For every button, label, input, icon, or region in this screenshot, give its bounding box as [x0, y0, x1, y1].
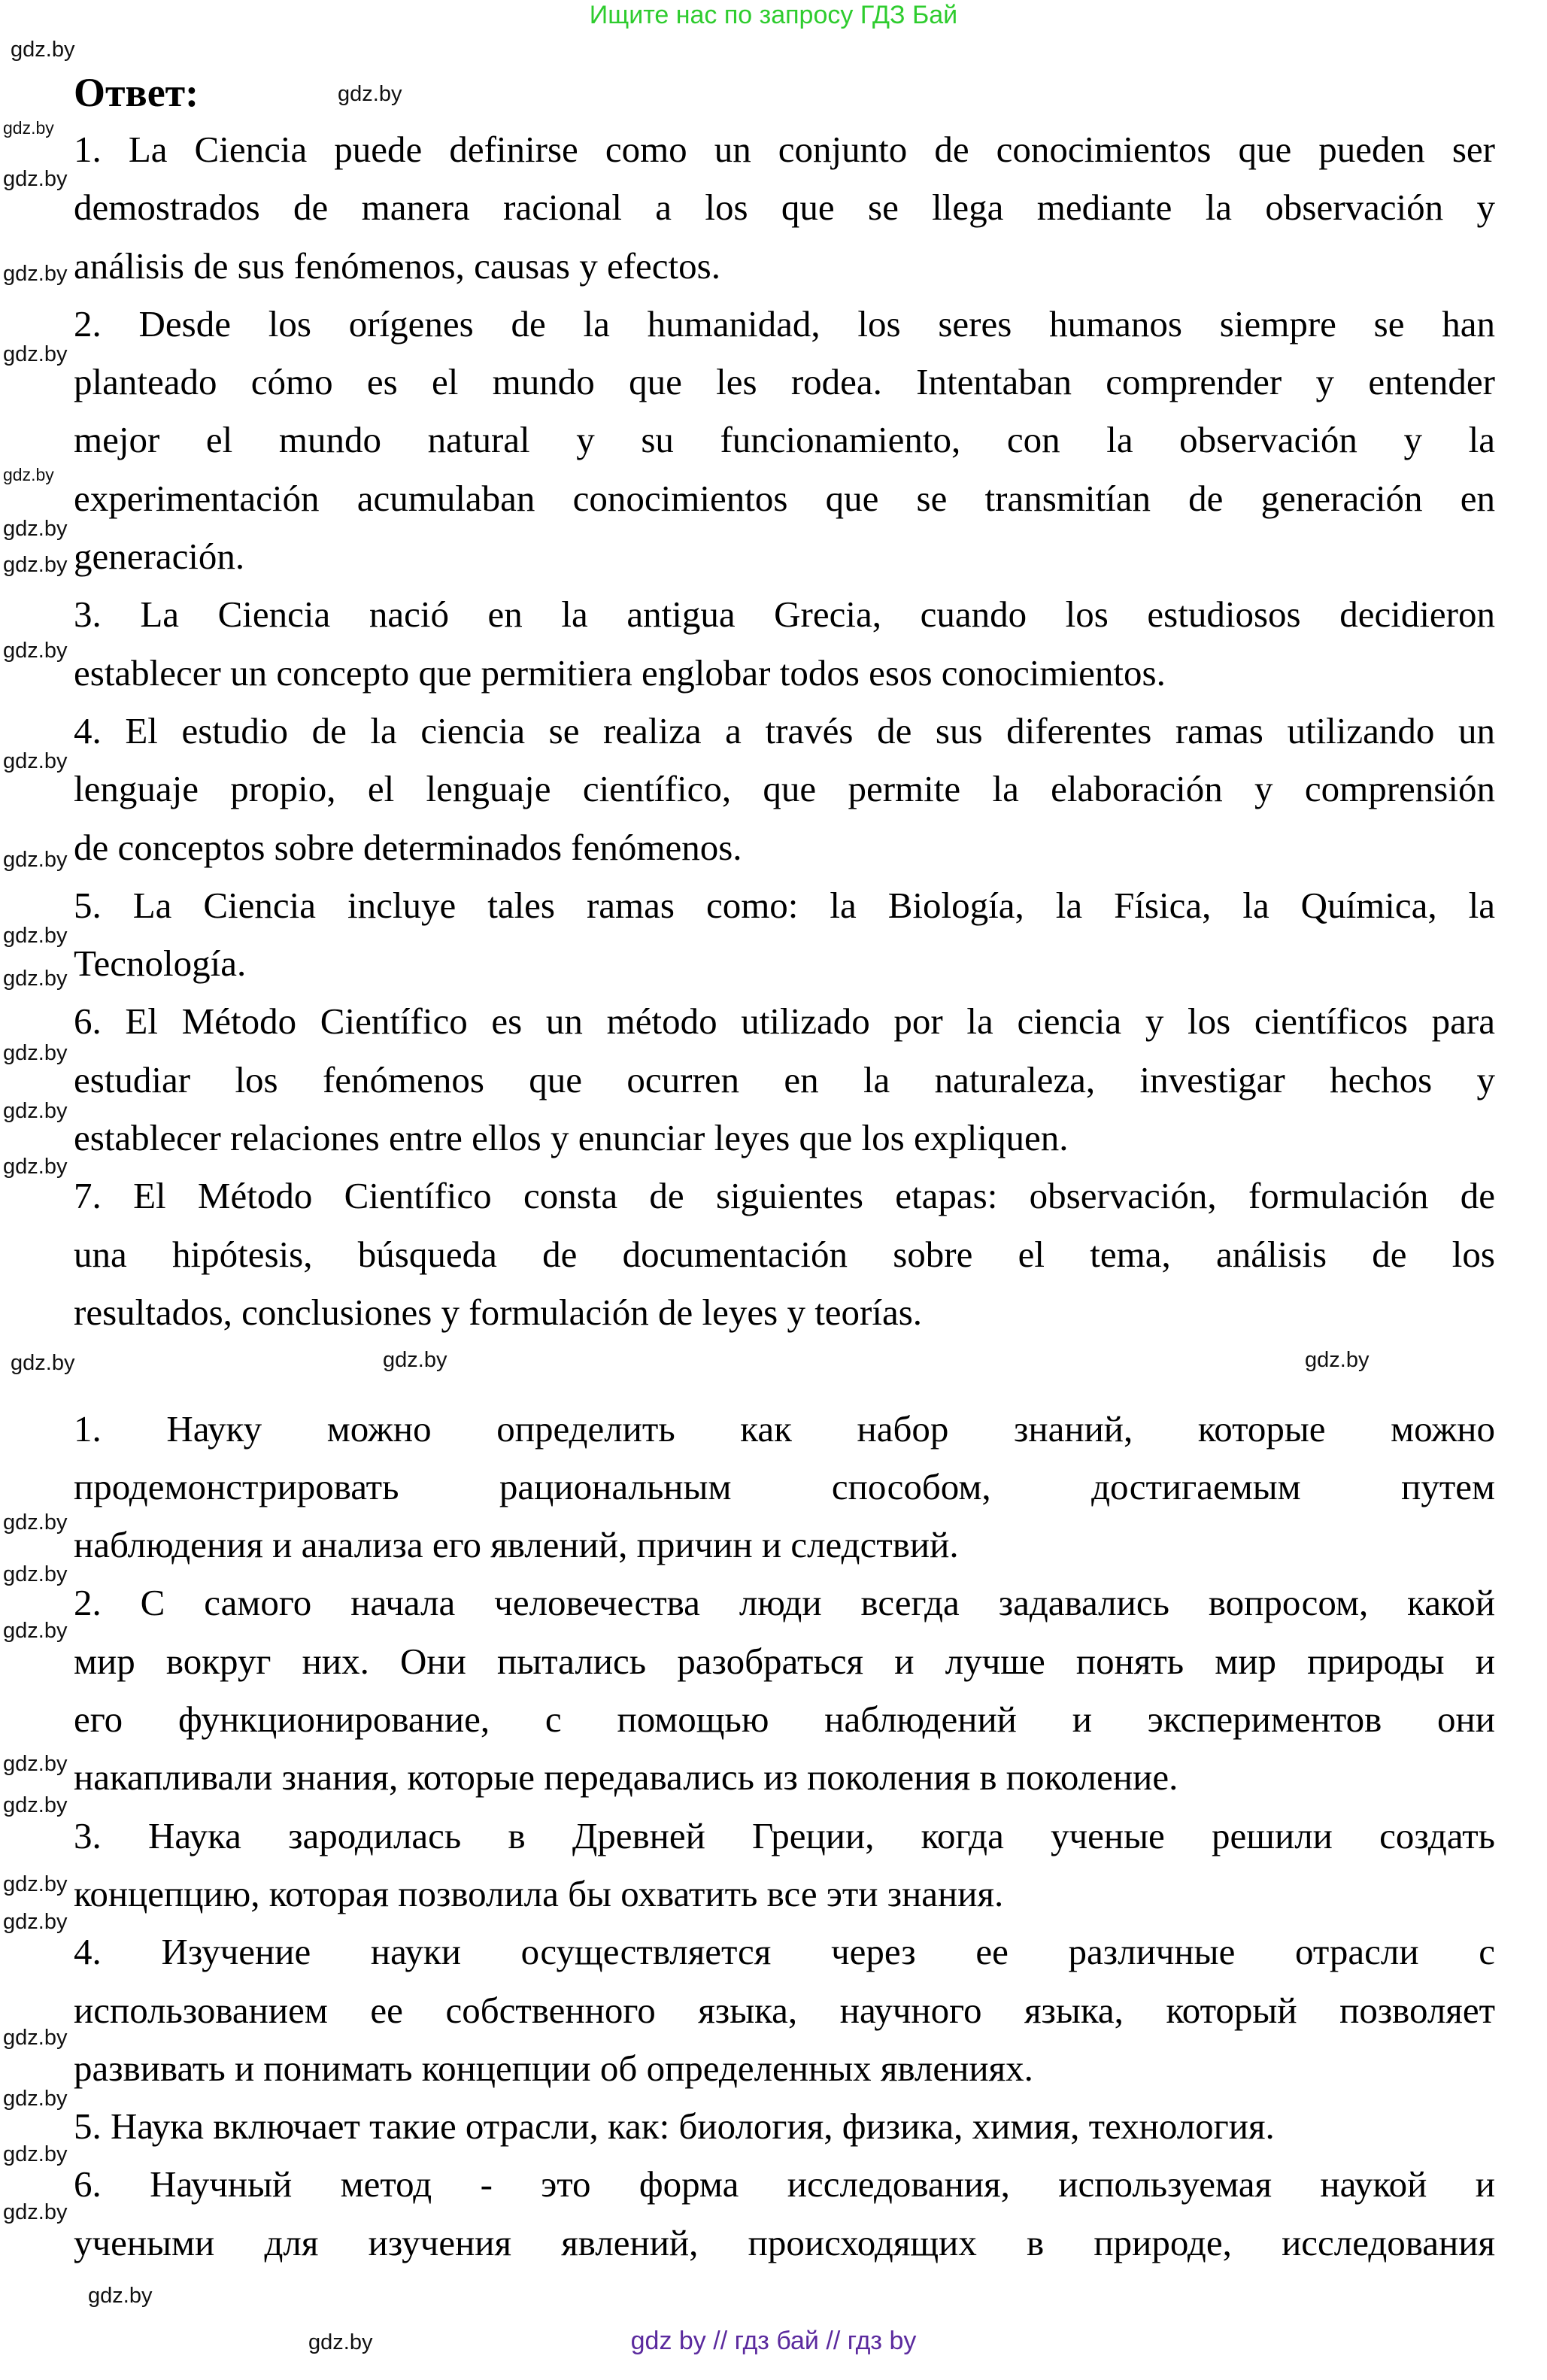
text-line: 7. El Método Científico consta de siguientes etapas: observación, formulación de: [74, 1175, 1495, 1217]
answer-content: [74, 120, 1495, 2272]
answer-paragraph: [74, 1400, 1495, 1574]
answer-paragraph: [74, 992, 1495, 1167]
text-line: demostrados de manera racional a los que se llega mediante la observación y: [74, 187, 1495, 229]
watermark: gdz.by: [3, 924, 68, 948]
watermark: gdz.by: [3, 749, 68, 773]
watermark: gdz.by: [88, 2284, 153, 2308]
text-line: 3. Наука зародилась в Древней Греции, когда ученые решили создать: [74, 1814, 1495, 1856]
text-line: resultados, conclusiones y formulación de leyes y teorías.: [74, 1291, 923, 1333]
answer-paragraph: [74, 2155, 1495, 2272]
answer-paragraph: [74, 1574, 1495, 1806]
text-line: учеными для изучения явлений, происходящих в природе, исследования: [74, 2221, 1495, 2263]
watermark: gdz.by: [11, 1351, 75, 1375]
answer-paragraph: [74, 295, 1495, 585]
watermark: gdz.by: [3, 167, 68, 191]
text-line: продемонстрировать рациональным способом, достигаемым путем: [74, 1465, 1495, 1507]
text-line: концепцию, которая позволила бы охватить все эти знания.: [74, 1872, 1004, 1914]
watermark: gdz.by: [3, 1619, 68, 1643]
watermark: gdz.by: [11, 38, 75, 62]
watermark: gdz.by: [1305, 1348, 1370, 1372]
watermark: gdz.by: [3, 118, 54, 138]
watermark: gdz.by: [308, 2330, 373, 2354]
footer-banner: gdz by // гдз бай // гдз by: [630, 2327, 917, 2355]
answer-heading: Ответ:: [74, 70, 199, 115]
section-divider: [74, 1341, 1495, 1399]
watermark: gdz.by: [3, 262, 68, 286]
text-line: 2. С самого начала человечества люди всегда задавались вопросом, какой: [74, 1582, 1495, 1624]
watermark: gdz.by: [3, 967, 68, 991]
text-line: использованием ее собственного языка, научного языка, который позволяет: [74, 1989, 1495, 2031]
answer-paragraph: [74, 702, 1495, 876]
text-line: наблюдения и анализа его явлений, причин и следствий.: [74, 1524, 959, 1566]
watermark: gdz.by: [3, 1510, 68, 1535]
watermark: gdz.by: [3, 1872, 68, 1896]
watermark: gdz.by: [3, 2200, 68, 2224]
text-line: generación.: [74, 536, 245, 578]
watermark: gdz.by: [3, 2087, 68, 2111]
watermark: gdz.by: [3, 1041, 68, 1065]
text-line: мир вокруг них. Они пытались разобраться и лучше понять мир природы и: [74, 1640, 1495, 1682]
text-line: развивать и понимать концепции об определенных явлениях.: [74, 2047, 1033, 2089]
watermark: gdz.by: [3, 1752, 68, 1776]
text-line: накапливали знания, которые передавались из поколения в поколение.: [74, 1756, 1178, 1799]
answer-paragraph: [74, 876, 1495, 993]
text-line: planteado cómo es el mundo que les rodea. Intentaban comprender y entender: [74, 361, 1495, 403]
text-line: его функционирование, с помощью наблюдений и экспериментов они: [74, 1698, 1495, 1741]
text-line: de conceptos sobre determinados fenómenos.: [74, 826, 742, 868]
watermark: gdz.by: [3, 1793, 68, 1817]
watermark: gdz.by: [3, 342, 68, 366]
text-line: establecer un concepto que permitiera englobar todos esos conocimientos.: [74, 651, 1166, 694]
watermark: gdz.by: [3, 465, 54, 484]
watermark: gdz.by: [3, 553, 68, 577]
answer-paragraph: [74, 2097, 1495, 2155]
answer-section-ru: [74, 1400, 1495, 2272]
answer-section-es: [74, 120, 1495, 1341]
text-line: 5. La Ciencia incluye tales ramas como: la Biología, la Física, la Química, la: [74, 884, 1495, 926]
answer-paragraph: [74, 1807, 1495, 1923]
text-line: 1. Науку можно определить как набор знаний, которые можно: [74, 1407, 1495, 1450]
text-line: 5. Наука включает такие отрасли, как: биология, физика, химия, технология.: [74, 2105, 1275, 2148]
answer-paragraph: [74, 1923, 1495, 2097]
watermark: gdz.by: [3, 2026, 68, 2050]
text-line: 6. Научный метод - это форма исследования, используемая наукой и: [74, 2163, 1495, 2205]
watermark: gdz.by: [383, 1348, 447, 1372]
search-hint-banner: Ищите нас по запросу ГДЗ Бай: [589, 1, 958, 29]
watermark: gdz.by: [338, 82, 402, 106]
watermark: gdz.by: [3, 1562, 68, 1586]
text-line: 4. Изучение науки осуществляется через ее различные отрасли с: [74, 1931, 1495, 1973]
answer-paragraph: [74, 1167, 1495, 1341]
text-line: mejor el mundo natural y su funcionamiento, con la observación y la: [74, 419, 1495, 461]
text-line: una hipótesis, búsqueda de documentación sobre el tema, análisis de los: [74, 1233, 1495, 1275]
watermark: gdz.by: [3, 639, 68, 663]
watermark: gdz.by: [3, 517, 68, 541]
watermark: gdz.by: [3, 1910, 68, 1934]
text-line: 1. La Ciencia puede definirse como un conjunto de conocimientos que pueden ser: [74, 129, 1495, 170]
watermark: gdz.by: [3, 848, 68, 872]
answer-paragraph: [74, 585, 1495, 702]
text-line: Tecnología.: [74, 943, 247, 985]
text-line: 2. Desde los orígenes de la humanidad, los seres humanos siempre se han: [74, 302, 1495, 345]
text-line: lenguaje propio, el lenguaje científico, que permite la elaboración y comprensión: [74, 768, 1495, 810]
text-line: análisis de sus fenómenos, causas y efectos.: [74, 244, 720, 287]
text-line: estudiar los fenómenos que ocurren en la naturaleza, investigar hechos y: [74, 1058, 1495, 1100]
text-line: 6. El Método Científico es un método utilizado por la ciencia y los científicos para: [74, 1000, 1495, 1043]
text-line: 3. La Ciencia nació en la antigua Grecia, cuando los estudiosos decidieron: [74, 593, 1495, 636]
text-line: 4. El estudio de la ciencia se realiza a través de sus diferentes ramas utilizando un: [74, 709, 1495, 751]
watermark: gdz.by: [3, 1155, 68, 1179]
watermark: gdz.by: [3, 1099, 68, 1123]
watermark: gdz.by: [3, 2142, 68, 2166]
text-line: establecer relaciones entre ellos y enunciar leyes que los expliquen.: [74, 1117, 1069, 1159]
answer-paragraph: [74, 120, 1495, 295]
text-line: experimentación acumulaban conocimientos que se transmitían de generación en: [74, 477, 1495, 519]
